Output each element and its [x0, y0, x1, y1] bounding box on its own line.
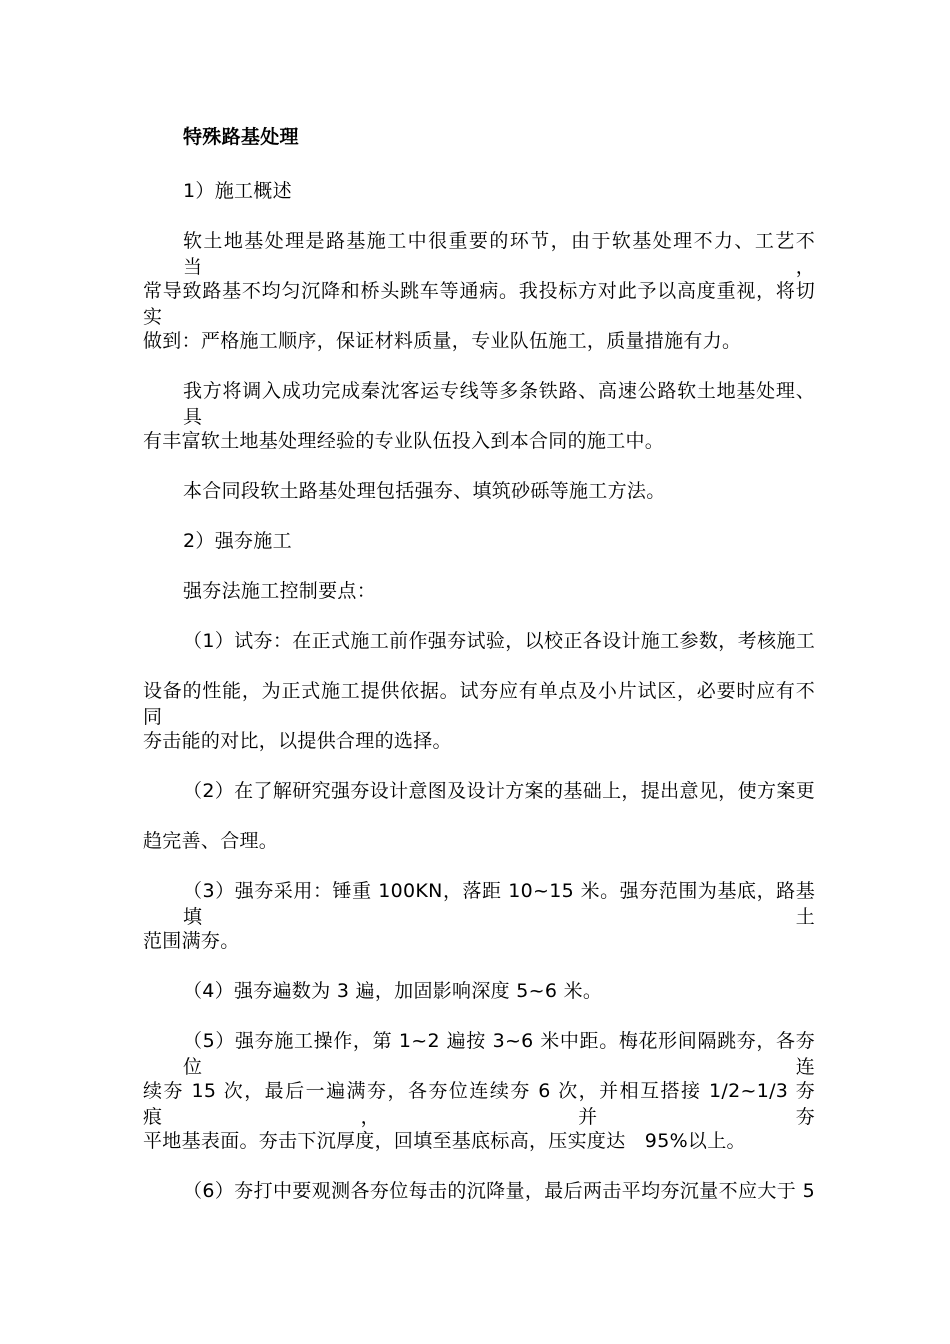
list-item-line: 范围满夯。 — [143, 930, 240, 952]
heading-overview: 1）施工概述 — [183, 180, 292, 202]
list-item-line: 续夯 15 次，最后一遍满夯，各夯位连续夯 6 次，并相互搭接 1/2~1/3 夯痕，并夯 — [143, 1080, 815, 1128]
paragraph-line: 常导致路基不均匀沉降和桥头跳车等通病。我投标方对此予以高度重视，将切实 — [143, 280, 815, 328]
heading-dynamic-compaction: 2）强夯施工 — [183, 530, 292, 552]
list-item-line: （4）强夯遍数为 3 遍，加固影响深度 5~6 米。 — [183, 980, 603, 1002]
paragraph-line: 有丰富软土地基处理经验的专业队伍投入到本合同的施工中。 — [143, 430, 665, 452]
list-item-line: 夯击能的对比，以提供合理的选择。 — [143, 730, 452, 752]
list-item-line: （6）夯打中要观测各夯位每击的沉降量，最后两击平均夯沉量不应大于 5 — [183, 1180, 815, 1202]
section-title: 特殊路基处理 — [183, 126, 299, 148]
list-item-line: （1）试夯：在正式施工前作强夯试验，以校正各设计施工参数，考核施工 — [183, 630, 815, 652]
list-item-line: （3）强夯采用：锤重 100KN，落距 10~15 米。强夯范围为基底，路基填土 — [183, 880, 815, 928]
paragraph-line: 软土地基处理是路基施工中很重要的环节，由于软基处理不力、工艺不当， — [183, 230, 815, 278]
paragraph-line: 强夯法施工控制要点： — [183, 580, 377, 602]
paragraph-line: 我方将调入成功完成秦沈客运专线等多条铁路、高速公路软土地基处理、具 — [183, 380, 815, 428]
list-item-line: 平地基表面。夯击下沉厚度，回填至基底标高，压实度达 95%以上。 — [143, 1130, 746, 1152]
list-item-line: 设备的性能，为正式施工提供依据。试夯应有单点及小片试区，必要时应有不同 — [143, 680, 815, 728]
paragraph-line: 做到：严格施工顺序，保证材料质量，专业队伍施工，质量措施有力。 — [143, 330, 742, 352]
list-item-line: （5）强夯施工操作，第 1~2 遍按 3~6 米中距。梅花形间隔跳夯，各夯位连 — [183, 1030, 815, 1078]
list-item-line: （2）在了解研究强夯设计意图及设计方案的基础上，提出意见，使方案更 — [183, 780, 815, 802]
paragraph-line: 本合同段软土路基处理包括强夯、填筑砂砾等施工方法。 — [183, 480, 666, 502]
list-item-line: 趋完善、合理。 — [143, 830, 279, 852]
